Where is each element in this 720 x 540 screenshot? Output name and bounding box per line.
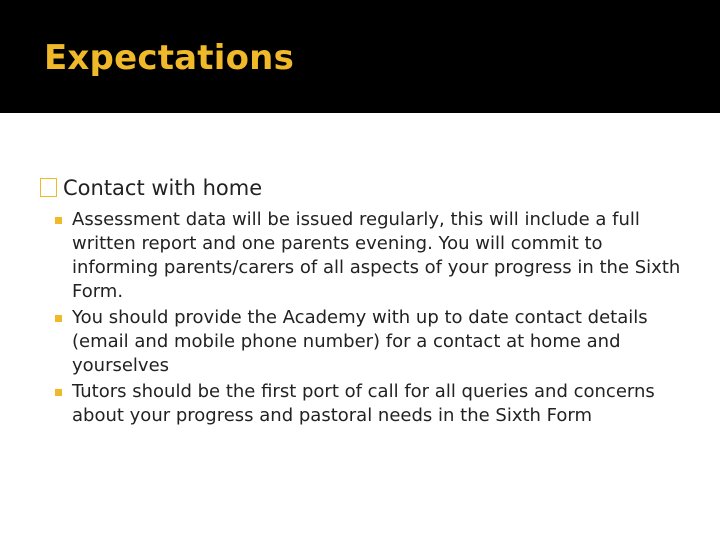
- bullet-list: [40, 208, 690, 428]
- slide-title: Expectations: [44, 38, 295, 78]
- list-item-text: Assessment data will be issued regularly, this will include a full written report and one parents evening. You will commit to informing parents/carers of all aspects of your progress in the Sixth Form.: [72, 209, 681, 302]
- section-heading-row: [40, 174, 690, 204]
- square-bullet-icon: [55, 315, 62, 322]
- list-item-text: Tutors should be the first port of call for all queries and concerns about your progress and pastoral needs in the Sixth Form: [72, 381, 655, 426]
- list-item: [40, 306, 690, 378]
- missing-glyph-box-icon: [40, 178, 57, 197]
- title-bar: [0, 0, 720, 113]
- list-item-text: You should provide the Academy with up to date contact details (email and mobile phone number) for a contact at home and yourselves: [72, 307, 648, 376]
- list-item: [40, 208, 690, 304]
- list-item: [40, 380, 690, 428]
- square-bullet-icon: [55, 217, 62, 224]
- section-heading: Contact with home: [63, 176, 263, 200]
- square-bullet-icon: [55, 389, 62, 396]
- slide-content: [40, 174, 690, 430]
